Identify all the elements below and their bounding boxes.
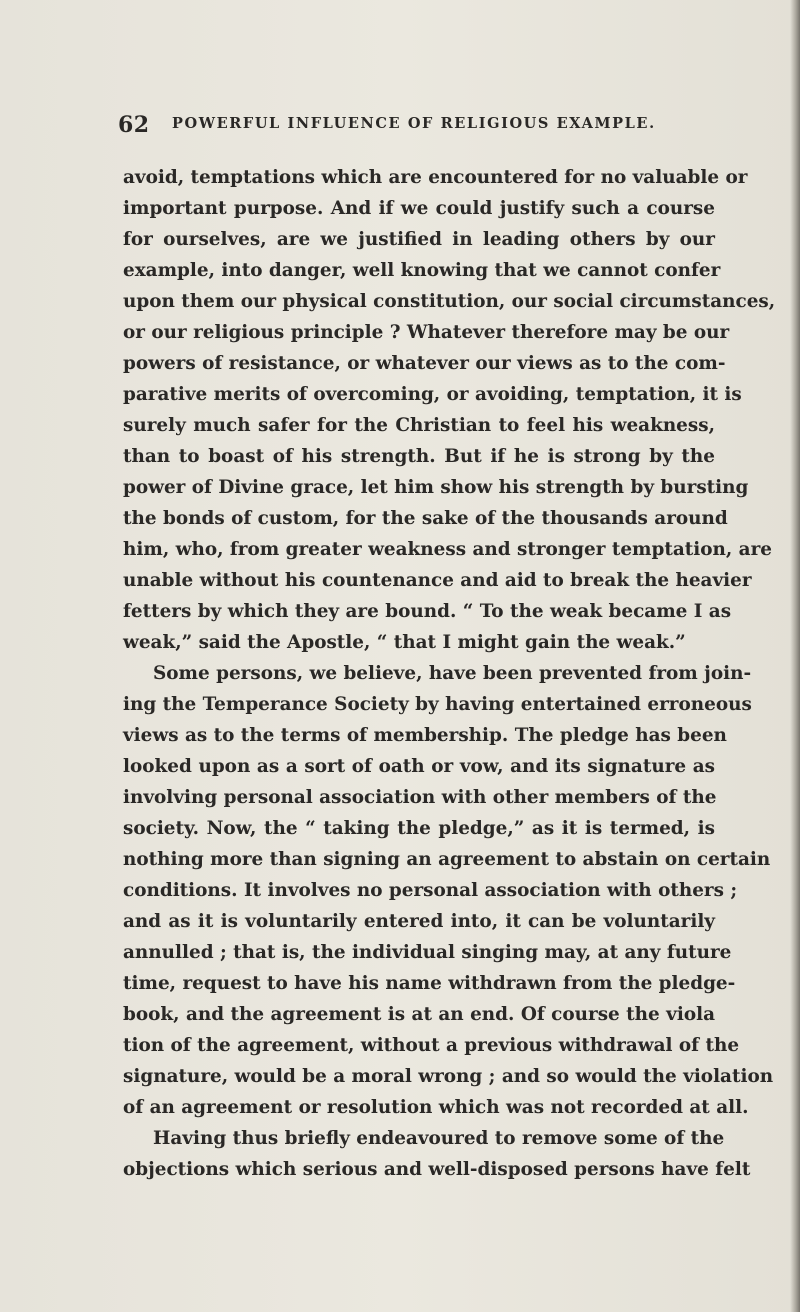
text-line: signature, would be a moral wrong ; and so would the violation: [123, 1066, 774, 1087]
running-title: POWERFUL INFLUENCE OF RELIGIOUS EXAMPLE.: [172, 115, 656, 132]
text-line: Having thus briefly endeavoured to remove some of the: [153, 1128, 725, 1149]
text-line: of an agreement or resolution which was not recorded at all.: [123, 1097, 749, 1118]
text-line: him, who, from greater weakness and stronger temptation, are: [123, 539, 772, 560]
page-number: 62: [118, 112, 150, 138]
text-line: book, and the agreement is at an end. Of course the viola: [123, 1004, 715, 1025]
text-line: involving personal association with other members of the: [123, 787, 717, 808]
text-line: the bonds of custom, for the sake of the thousands around: [123, 508, 728, 529]
text-line: avoid, temptations which are encountered for no valuable or: [123, 167, 748, 188]
page-header: [118, 112, 718, 142]
text-line: parative merits of overcoming, or avoiding, temptation, it is: [123, 384, 742, 405]
text-line: important purpose. And if we could justify such a course: [123, 198, 715, 219]
text-line: nothing more than signing an agreement to abstain on certain: [123, 849, 771, 870]
text-line: ing the Temperance Society by having entertained erroneous: [123, 694, 752, 715]
text-line: powers of resistance, or whatever our views as to the com-: [123, 353, 726, 374]
text-line: looked upon as a sort of oath or vow, and its signature as: [123, 756, 715, 777]
text-line: and as it is voluntarily entered into, it can be voluntarily: [123, 911, 715, 932]
page-edge-shadow: [790, 0, 800, 1312]
text-line: unable without his countenance and aid to break the heavier: [123, 570, 752, 591]
text-line: tion of the agreement, without a previous withdrawal of the: [123, 1035, 740, 1056]
text-line: example, into danger, well knowing that we cannot confer: [123, 260, 721, 281]
text-line: power of Divine grace, let him show his strength by bursting: [123, 477, 749, 498]
text-line: for ourselves, are we justified in leading others by our: [123, 229, 715, 250]
body-text: [123, 162, 776, 1185]
text-line: than to boast of his strength. But if he is strong by the: [123, 446, 715, 467]
text-line: time, request to have his name withdrawn from the pledge-: [123, 973, 736, 994]
text-line: surely much safer for the Christian to feel his weakness,: [123, 415, 715, 436]
text-line: annulled ; that is, the individual singing may, at any future: [123, 942, 732, 963]
text-line: or our religious principle ? Whatever therefore may be our: [123, 322, 730, 343]
text-line: objections which serious and well-disposed persons have felt: [123, 1159, 751, 1180]
text-line: views as to the terms of membership. The pledge has been: [123, 725, 727, 746]
text-line: upon them our physical constitution, our social circumstances,: [123, 291, 776, 312]
text-line: weak,” said the Apostle, “ that I might gain the weak.”: [123, 632, 686, 653]
text-line: fetters by which they are bound. “ To the weak became I as: [123, 601, 732, 622]
text-line: conditions. It involves no personal association with others ;: [123, 880, 738, 901]
text-line: society. Now, the “ taking the pledge,” as it is termed, is: [123, 818, 715, 839]
text-line: Some persons, we believe, have been prevented from join-: [153, 663, 752, 684]
